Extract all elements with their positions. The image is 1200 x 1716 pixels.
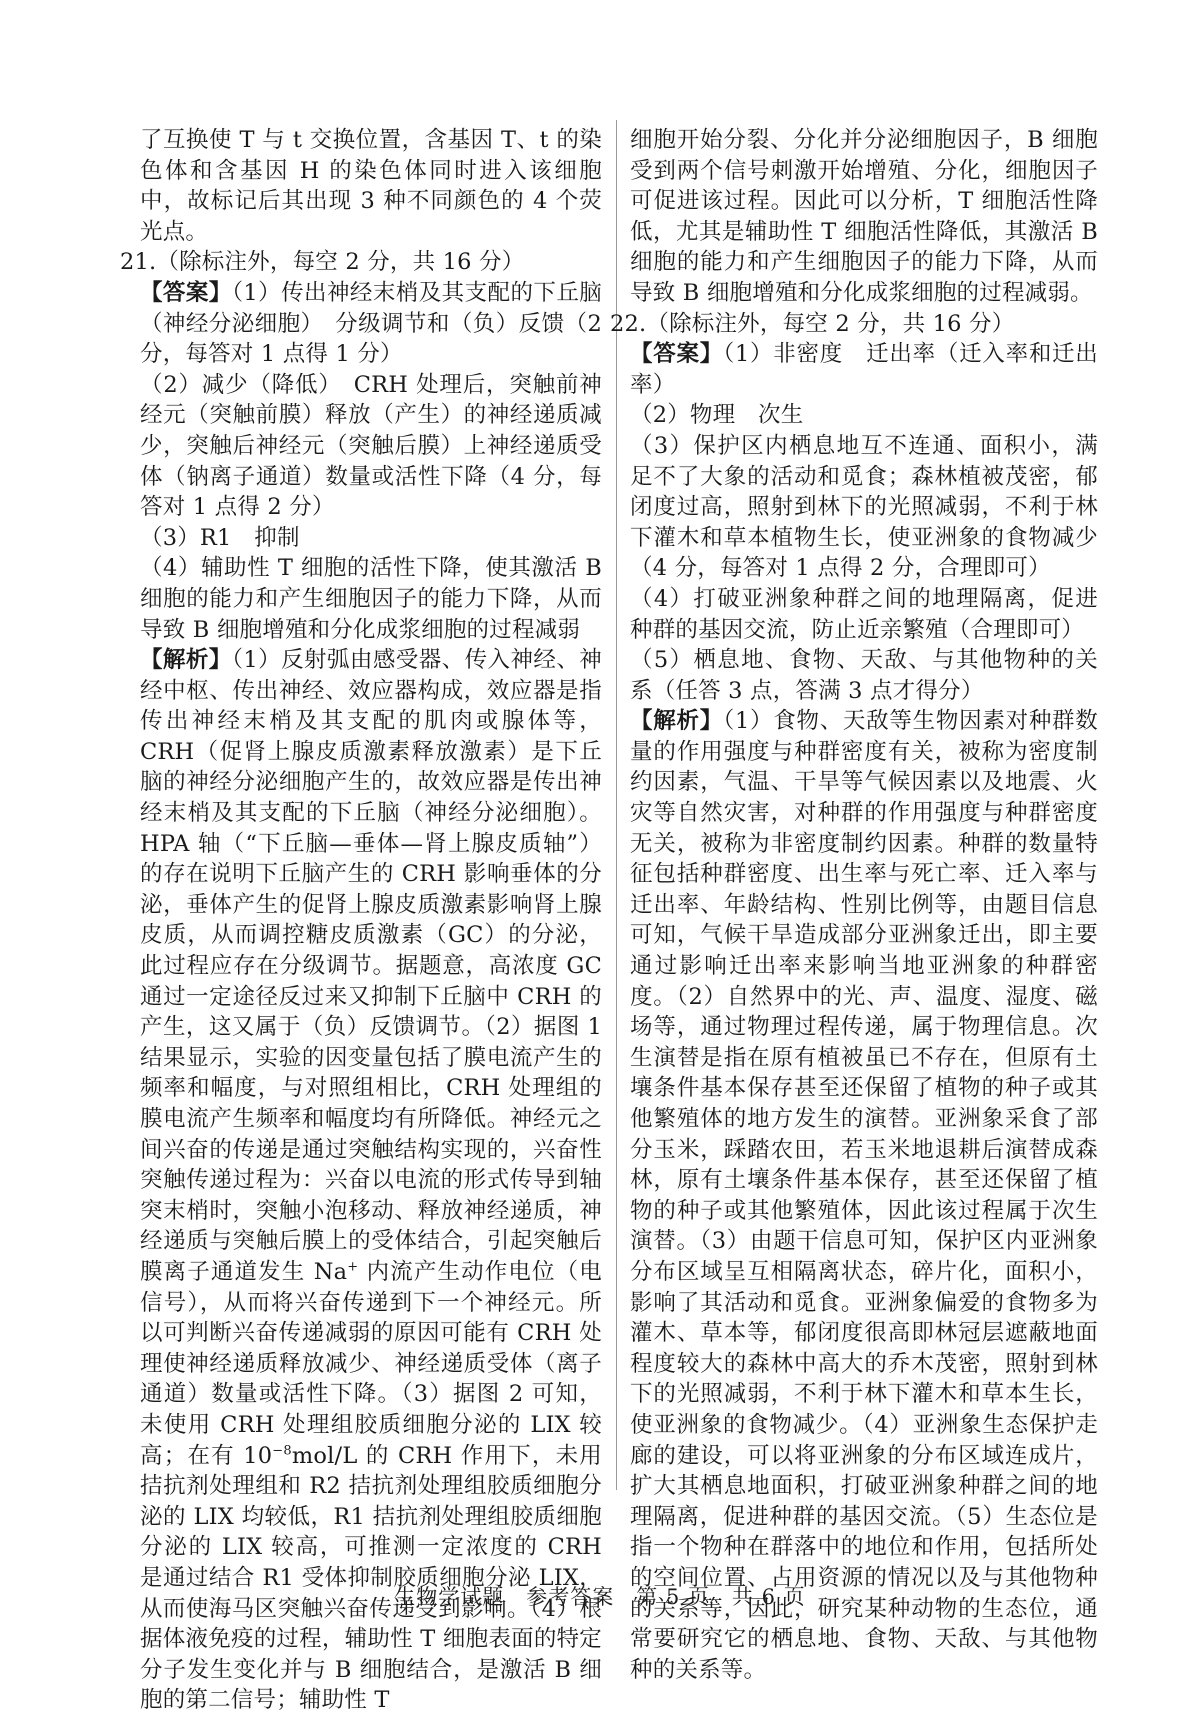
q22-analysis-text: （1）食物、天敌等生物因素对种群数量的作用强度与种群密度有关，被称为密度制约因素，气温、干旱等气候因素以及地震、火灾等自然灾害，对种群的作用强度与种群密度无关，被称为非密度制约因素。种群的数量特征包括种群密度、出生率与死亡率、迁入率与迁出率、年龄结构、性别比例等，由题目信息可知，气候干旱造成部分亚洲象迁出，即主要通过影响迁出率来影响当地亚洲象的种群密度。（2）自然界中的光、声、温度、湿度、磁场等，通过物理过程传递，属于物理信息。次生演替是指在原有植被虽已不存在，但原有土壤条件基本保存甚至还保留了植物的种子或其他繁殖体的地方发生的演替。亚洲象采食了部分玉米，踩踏农田，若玉米地退耕后演替成森林，原有土壤条件基本保存，甚至还保留了植物的种子或其他繁殖体，因此该过程属于次生演替。（3）由题干信息可知，保护区内亚洲象分布区域呈互相隔离状态，碎片化，面积小，影响了其活动和觅食。亚洲象偏爱的食物多为灌木、草本等，郁闭度很高即林冠层遮蔽地面程度较大的森林中高大的乔木茂密，照射到林下的光照减弱，不利于林下灌木和草本生长，使亚洲象的食物减少。（4）亚洲象生态保护走廊的建设，可以将亚洲象的分布区域连成片，扩大其栖息地面积，打破亚洲象种群之间的地理隔离，促进种群的基因交流。（5）生态位是指一个物种在群落中的地位和作用，包括所处的空间位置、占用资源的情况以及与其他物种的关系等，因此，研究某种动物的生态位，通常要研究它的栖息地、食物、天敌、与其他物种的关系等。	[630, 708, 1098, 1683]
q21-analysis	[140, 645, 602, 1716]
q22-header: 22.（除标注外，每空 2 分，共 16 分）	[610, 310, 1015, 337]
q21-answer-4: （4）辅助性 T 细胞的活性下降，使其激活 B 细胞的能力和产生细胞因子的能力下降，从而导致 B 细胞增殖和分化成浆细胞的过程减弱	[140, 555, 602, 643]
q21-answer-1	[140, 278, 602, 370]
q22-answer-2: （2）物理 次生	[630, 402, 804, 429]
q21-header: 21.（除标注外，每空 2 分，共 16 分）	[120, 249, 525, 276]
q22-answer-3: （3）保护区内栖息地互不连通、面积小，满足不了大象的活动和觅食；森林植被茂密，郁闭度过高，照射到林下的光照减弱，不利于林下灌木和草本植物生长，使亚洲象的食物减少（4 分，每答对 1 点得 2 分，合理即可）	[630, 432, 1098, 582]
answer-tag: 【答案】	[140, 279, 232, 306]
q21-answer-2: （2）减少（降低） CRH 处理后，突触前神经元（突触前膜）释放（产生）的神经递质减少，突触后神经元（突触后膜）上神经递质受体（钠离子通道）数量或活性下降（4 分，每答对 1 点得 2 分）	[140, 371, 602, 521]
concentration-exponent: −8	[272, 1443, 292, 1459]
q21-analysis-part-1: （1）反射弧由感受器、传入神经、神经中枢、传出神经、效应器构成，效应器是指传出神经末梢及其支配的肌肉或腺体等，CRH（促肾上腺皮质激素释放激素）是下丘脑的神经分泌细胞产生的，故效应器是传出神经末梢及其支配的下丘脑（神经分泌细胞）。HPA 轴（“下丘脑—垂体—肾上腺皮质轴”）的存在说明下丘脑产生的 CRH 影响垂体的分泌，垂体产生的促肾上腺皮质激素影响肾上腺皮质，从而调控糖皮质激素（GC）的分泌，此过程应存在分级调节。据题意，高浓度 GC 通过一定途径反过来又抑制下丘脑中 CRH 的产生，这又属于（负）反馈调节。（2）据图 1 结果显示，实验的因变量包括了膜电流产生的频率和幅度，与对照组相比，CRH 处理组的膜电流产生频率和幅度均有所降低。神经元之间兴奋的传递是通过突触结构实现的，兴奋性突触传递过程为：兴奋以电流的形式传导到轴突末梢时，突触小泡移动、释放神经递质，神经递质与突触后膜上的受体结合，引起突触后膜离子通道发生 Na	[140, 647, 602, 1285]
q21-analysis-continued: 细胞开始分裂、分化并分泌细胞因子，B 细胞受到两个信号刺激开始增殖、分化，细胞因子可促进该过程。因此可以分析，T 细胞活性降低，尤其是辅助性 T 细胞活性降低，其激活 B 细胞的能力和产生细胞因子的能力下降，从而导致 B 细胞增殖和分化成浆细胞的过程减弱。	[630, 127, 1098, 306]
q22-answer-5: （5）栖息地、食物、天敌、与其他物种的关系（任答 3 点，答满 3 点才得分）	[630, 647, 1098, 704]
q22-analysis	[630, 706, 1098, 1685]
analysis-tag: 【解析】	[140, 647, 232, 674]
q21-analysis-part-2: 内流产生动作电位（电信号），从而将兴奋传递到下一个神经元。所以可判断兴奋传递减弱的原因可能有 CRH 处理使神经递质释放减少、神经递质受体（离子通道）数量或活性下降。（3）据图 2 可知，未使用 CRH 处理组胶质细胞分泌的 LIX 较高；在有 10	[140, 1258, 602, 1469]
q21-analysis-part-3: mol/L 的 CRH 作用下，未用拮抗剂处理组和 R2 拮抗剂处理组胶质细胞分泌的 LIX 均较低，R1 拮抗剂处理组胶质细胞分泌的 LIX 较高，可推测一定浓度的 CRH 是通过结合 R1 受体抑制胶质细胞分泌 LIX，从而使海马区突触兴奋传递受到影响。（4）根据体液免疫的过程，辅助性 T 细胞表面的特定分子发生变化并与 B 细胞结合，是激活 B 细胞的第二信号；辅助性 T	[140, 1442, 603, 1714]
q20-conclusion: 了互换使 T 与 t 交换位置，含基因 T、t 的染色体和含基因 H 的染色体同时进入该细胞中，故标记后其出现 3 种不同颜色的 4 个荧光点。	[140, 127, 602, 245]
analysis-tag: 【解析】	[630, 708, 723, 735]
page-footer: 生物学试题 参考答案 第 5 页 共 6 页	[394, 1585, 806, 1609]
sodium-charge-superscript: +	[347, 1259, 359, 1275]
q22-answer-1	[630, 339, 1098, 400]
answer-tag: 【答案】	[630, 341, 723, 368]
q22-answer-4: （4）打破亚洲象种群之间的地理隔离，促进种群的基因交流，防止近亲繁殖（合理即可）	[630, 585, 1098, 643]
right-column	[610, 125, 1098, 1685]
left-column	[120, 125, 603, 1716]
q21-answer-3: （3）R1 抑制	[140, 524, 300, 551]
q22-answer-1-text: （1）非密度 迁出率（迁入率和迁出率）	[630, 341, 1098, 398]
q21-answer-1-text: （1）传出神经末梢及其支配的下丘脑（神经分泌细胞） 分级调节和（负）反馈（2 分，每答对 1 点得 1 分）	[140, 279, 602, 368]
